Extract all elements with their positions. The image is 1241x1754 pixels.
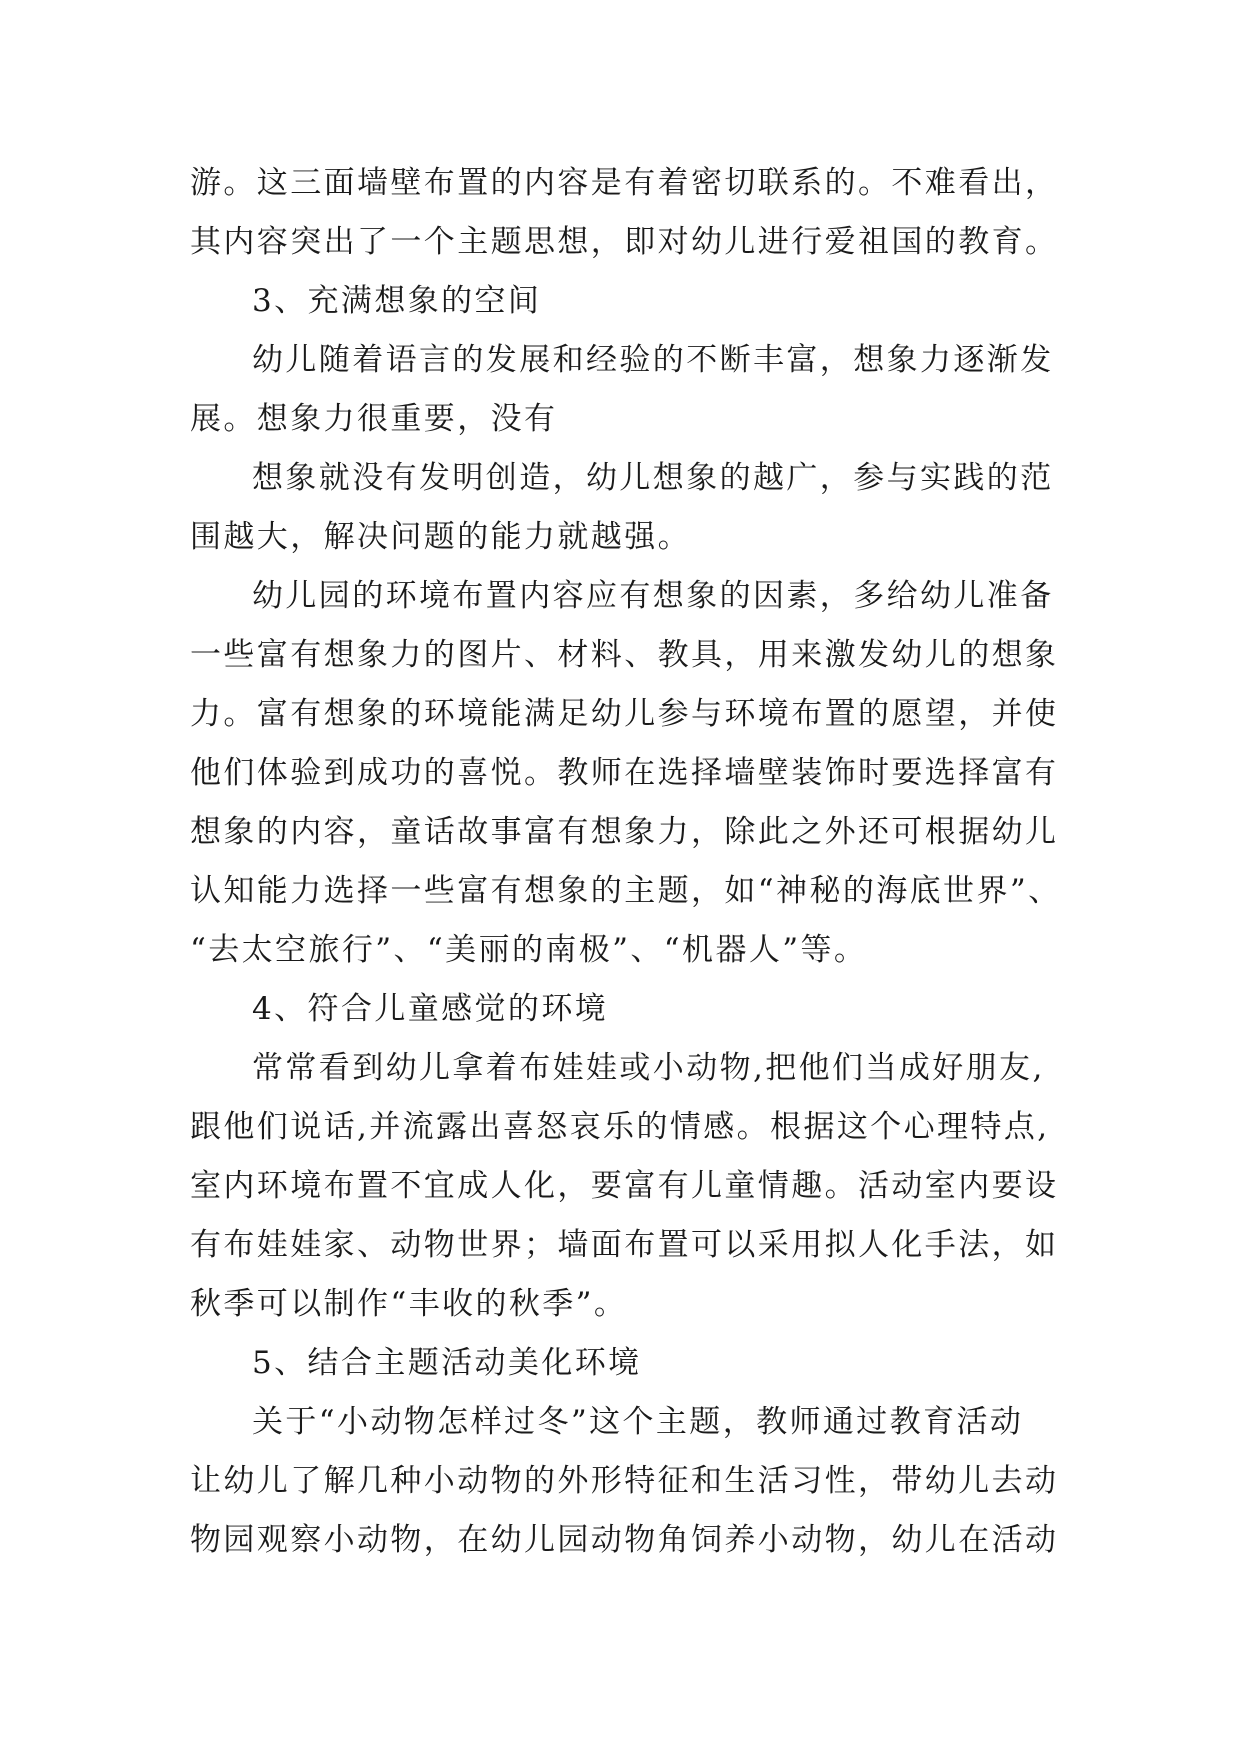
- section-heading: 5、结合主题活动美化环境: [252, 1345, 642, 1381]
- text-line: 展。想象力很重要，没有: [190, 401, 558, 437]
- text-line: 认知能力选择一些富有想象的主题，如“神秘的海底世界”、: [190, 873, 1062, 909]
- text-line: 幼儿园的环境布置内容应有想象的因素，多给幼儿准备: [252, 578, 1054, 614]
- section-heading: 3、充满想象的空间: [252, 283, 542, 319]
- text-line: 围越大，解决问题的能力就越强。: [190, 519, 691, 555]
- text-line: 跟他们说话,并流露出喜怒哀乐的情感。根据这个心理特点,: [190, 1109, 1050, 1145]
- text-line: 其内容突出了一个主题思想，即对幼儿进行爱祖国的教育。: [190, 224, 1059, 260]
- text-line: 物园观察小动物，在幼儿园动物角饲养小动物，幼儿在活动: [190, 1522, 1059, 1558]
- text-line: 力。富有想象的环境能满足幼儿参与环境布置的愿望，并使: [190, 696, 1059, 732]
- text-line: 关于“小动物怎样过冬”这个主题，教师通过教育活动: [252, 1404, 1024, 1440]
- text-line: 想象的内容，童话故事富有想象力，除此之外还可根据幼儿: [190, 814, 1059, 850]
- text-line: 室内环境布置不宜成人化，要富有儿童情趣。活动室内要设: [190, 1168, 1059, 1204]
- text-line: 一些富有想象力的图片、材料、教具，用来激发幼儿的想象: [190, 637, 1059, 673]
- text-line: “去太空旅行”、“美丽的南极”、“机器人”等。: [190, 932, 868, 968]
- text-line: 有布娃娃家、动物世界；墙面布置可以采用拟人化手法，如: [190, 1227, 1059, 1263]
- text-line: 游。这三面墙壁布置的内容是有着密切联系的。不难看出，: [190, 165, 1059, 201]
- text-line: 常常看到幼儿拿着布娃娃或小动物,把他们当成好朋友,: [252, 1050, 1045, 1086]
- text-line: 让幼儿了解几种小动物的外形特征和生活习性，带幼儿去动: [190, 1463, 1059, 1499]
- section-heading: 4、符合儿童感觉的环境: [252, 991, 609, 1027]
- text-line: 秋季可以制作“丰收的秋季”。: [190, 1286, 628, 1322]
- text-line: 他们体验到成功的喜悦。教师在选择墙壁装饰时要选择富有: [190, 755, 1059, 791]
- text-line: 想象就没有发明创造，幼儿想象的越广，参与实践的范: [252, 460, 1054, 496]
- text-line: 幼儿随着语言的发展和经验的不断丰富，想象力逐渐发: [252, 342, 1054, 378]
